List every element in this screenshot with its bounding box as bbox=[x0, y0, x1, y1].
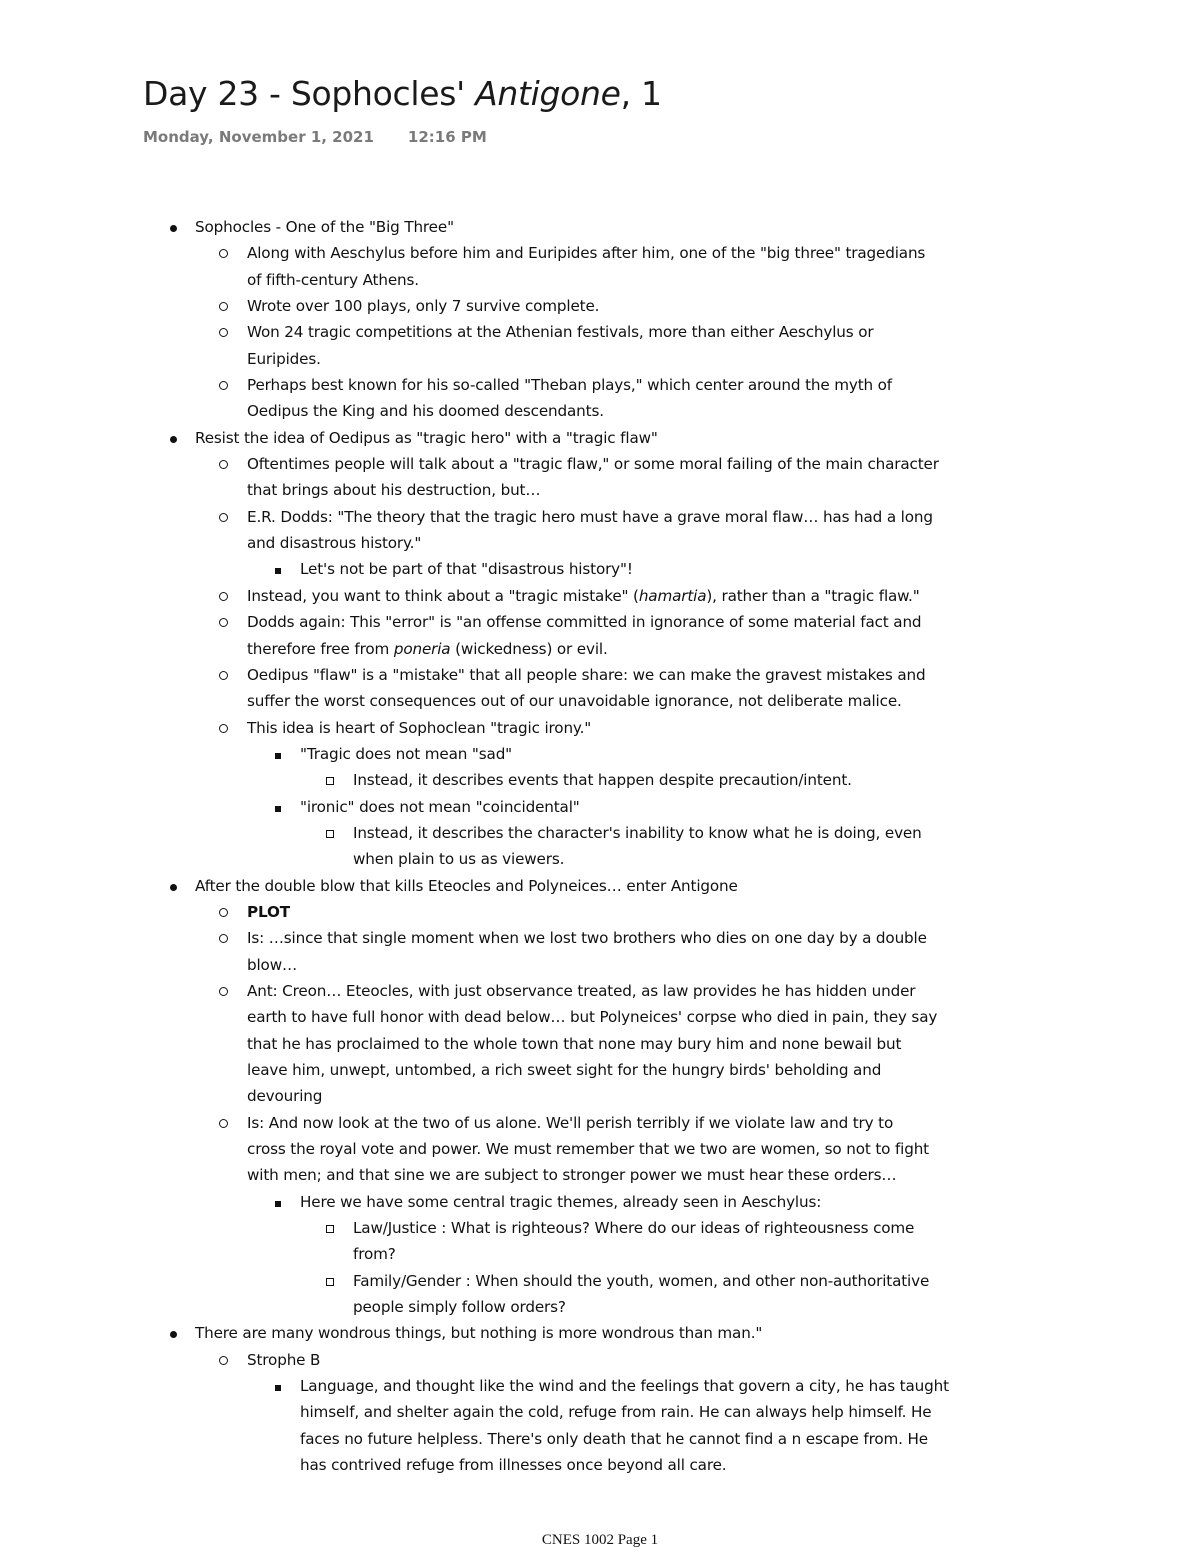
note-item-level-2 bbox=[0, 715, 1200, 741]
note-text: Law/Justice : What is righteous? Where do our ideas of righteousness come bbox=[353, 1219, 915, 1238]
bullet-hollow-square-icon bbox=[326, 767, 334, 793]
bullet-circle-icon bbox=[219, 504, 228, 530]
note-item-level-2 bbox=[0, 609, 1200, 635]
note-item-level-1 bbox=[0, 1320, 1200, 1346]
page-date: Monday, November 1, 2021 bbox=[143, 128, 374, 146]
bullet-dot-icon bbox=[170, 214, 177, 240]
note-text: Along with Aeschylus before him and Euripides after him, one of the "big three" tragedians bbox=[247, 244, 926, 263]
note-text: Let's not be part of that "disastrous history"! bbox=[300, 560, 633, 579]
page-meta bbox=[143, 128, 487, 146]
note-item-level-2 bbox=[0, 372, 1200, 398]
note-text: has contrived refuge from illnesses once beyond all care. bbox=[300, 1456, 727, 1475]
note-text: of fifth-century Athens. bbox=[247, 270, 419, 289]
note-item-level-4 bbox=[0, 767, 1200, 793]
note-line-continuation bbox=[0, 1136, 1200, 1162]
bullet-square-icon bbox=[275, 556, 281, 582]
note-line-continuation bbox=[0, 1031, 1200, 1057]
page-footer: CNES 1002 Page 1 bbox=[541, 1532, 659, 1548]
note-item-level-3 bbox=[0, 1189, 1200, 1215]
note-item-level-1 bbox=[0, 873, 1200, 899]
note-text: Strophe B bbox=[247, 1350, 321, 1369]
note-line-continuation bbox=[0, 1294, 1200, 1320]
note-line-continuation bbox=[0, 1241, 1200, 1267]
bullet-hollow-square-icon bbox=[326, 1215, 334, 1241]
note-line-continuation bbox=[0, 952, 1200, 978]
note-line-continuation bbox=[0, 1452, 1200, 1478]
note-text: with men; and that sine we are subject to stronger power we must hear these orders… bbox=[247, 1166, 897, 1185]
note-line-continuation bbox=[0, 267, 1200, 293]
note-line-continuation bbox=[0, 1083, 1200, 1109]
note-item-level-4 bbox=[0, 1215, 1200, 1241]
note-text: Wrote over 100 plays, only 7 survive complete. bbox=[247, 297, 600, 316]
note-text: himself, and shelter again the cold, refuge from rain. He can always help himself. He bbox=[300, 1403, 932, 1422]
note-text: Ant: Creon… Eteocles, with just observance treated, as law provides he has hidden under bbox=[247, 981, 916, 1000]
note-item-level-3 bbox=[0, 741, 1200, 767]
note-item-level-1 bbox=[0, 425, 1200, 451]
italic-term: hamartia bbox=[638, 586, 707, 605]
note-text: Is: …since that single moment when we lost two brothers who dies on one day by a double bbox=[247, 929, 927, 948]
note-line-continuation bbox=[0, 1004, 1200, 1030]
note-item-level-2 bbox=[0, 899, 1200, 925]
note-text: Is: And now look at the two of us alone. We'll perish terribly if we violate law and try to bbox=[247, 1113, 894, 1132]
note-text: that brings about his destruction, but… bbox=[247, 481, 541, 500]
note-text: leave him, unwept, untombed, a rich sweet sight for the hungry birds' beholding and bbox=[247, 1061, 882, 1079]
notes-outline bbox=[0, 214, 1200, 1479]
bullet-circle-icon bbox=[219, 583, 228, 609]
note-item-level-2 bbox=[0, 319, 1200, 345]
note-line-continuation bbox=[0, 1162, 1200, 1188]
bullet-circle-icon bbox=[219, 662, 228, 688]
bullet-circle-icon bbox=[219, 978, 228, 1004]
note-item-level-2 bbox=[0, 1110, 1200, 1136]
title-prefix: Day 23 - Sophocles' bbox=[143, 74, 476, 113]
note-text: Perhaps best known for his so-called "Theban plays," which center around the myth of bbox=[247, 376, 893, 395]
note-text: Dodds again: This "error" is "an offense committed in ignorance of some material fact and bbox=[247, 613, 922, 632]
italic-term: poneria bbox=[393, 639, 451, 658]
bullet-circle-icon bbox=[219, 451, 228, 477]
bullet-circle-icon bbox=[219, 925, 228, 951]
note-item-level-2 bbox=[0, 583, 1200, 609]
note-line-continuation bbox=[0, 846, 1200, 872]
bullet-circle-icon bbox=[219, 715, 228, 741]
note-text: Instead, you want to think about a "tragic mistake" (hamartia), rather than a "tragic flaw." bbox=[247, 586, 920, 605]
note-item-level-2 bbox=[0, 925, 1200, 951]
note-text: "Tragic does not mean "sad" bbox=[300, 744, 513, 763]
bullet-hollow-square-icon bbox=[326, 1268, 334, 1294]
note-item-level-3 bbox=[0, 556, 1200, 582]
note-text: Instead, it describes events that happen despite precaution/intent. bbox=[353, 771, 852, 790]
note-line-continuation bbox=[0, 477, 1200, 503]
note-text: Here we have some central tragic themes, already seen in Aeschylus: bbox=[300, 1192, 822, 1211]
page-title bbox=[143, 74, 662, 113]
bullet-square-icon bbox=[275, 741, 281, 767]
note-line-continuation bbox=[0, 346, 1200, 372]
bullet-dot-icon bbox=[170, 873, 177, 899]
note-line-continuation bbox=[0, 1057, 1200, 1083]
title-italic: Antigone bbox=[475, 74, 621, 113]
bullet-circle-icon bbox=[219, 899, 228, 925]
page-time: 12:16 PM bbox=[407, 128, 487, 146]
bullet-square-icon bbox=[275, 1373, 281, 1399]
note-item-level-2 bbox=[0, 1347, 1200, 1373]
note-text: Oedipus "flaw" is a "mistake" that all people share: we can make the gravest mistakes and bbox=[247, 665, 926, 684]
note-item-level-3 bbox=[0, 1373, 1200, 1399]
note-item-level-2 bbox=[0, 293, 1200, 319]
bullet-dot-icon bbox=[170, 425, 177, 451]
note-text: and disastrous history." bbox=[247, 534, 422, 553]
note-text: Euripides. bbox=[247, 349, 321, 368]
note-item-level-3 bbox=[0, 794, 1200, 820]
bullet-circle-icon bbox=[219, 1110, 228, 1136]
note-line-continuation bbox=[0, 636, 1200, 662]
note-text: Oedipus the King and his doomed descendants. bbox=[247, 402, 604, 421]
note-text: devouring bbox=[247, 1087, 323, 1106]
note-text: cross the royal vote and power. We must remember that we two are women, so not to fight bbox=[247, 1140, 929, 1159]
note-text: earth to have full honor with dead below… but Polyneices' corpse who died in pain, they say bbox=[247, 1008, 938, 1027]
note-text: that he has proclaimed to the whole town that none may bury him and none bewail but bbox=[247, 1034, 902, 1053]
bullet-circle-icon bbox=[219, 1347, 228, 1373]
note-text: E.R. Dodds: "The theory that the tragic hero must have a grave moral flaw… has had a long bbox=[247, 507, 933, 526]
note-item-level-4 bbox=[0, 820, 1200, 846]
note-item-level-2 bbox=[0, 451, 1200, 477]
note-item-level-2 bbox=[0, 662, 1200, 688]
note-text: when plain to us as viewers. bbox=[353, 850, 565, 869]
bullet-dot-icon bbox=[170, 1320, 177, 1346]
note-line-continuation bbox=[0, 1399, 1200, 1425]
note-text: therefore free from poneria (wickedness) or evil. bbox=[247, 639, 608, 658]
note-item-level-2 bbox=[0, 504, 1200, 530]
bullet-square-icon bbox=[275, 1189, 281, 1215]
note-line-continuation bbox=[0, 1426, 1200, 1452]
note-text: There are many wondrous things, but nothing is more wondrous than man." bbox=[195, 1324, 763, 1343]
note-text: Resist the idea of Oedipus as "tragic hero" with a "tragic flaw" bbox=[195, 428, 658, 447]
note-text: Instead, it describes the character's inability to know what he is doing, even bbox=[353, 823, 922, 842]
note-text: suffer the worst consequences out of our unavoidable ignorance, not deliberate malice. bbox=[247, 692, 902, 711]
note-text: "ironic" does not mean "coincidental" bbox=[300, 797, 580, 816]
bullet-hollow-square-icon bbox=[326, 820, 334, 846]
bullet-circle-icon bbox=[219, 372, 228, 398]
note-text: blow… bbox=[247, 955, 298, 974]
note-line-continuation bbox=[0, 398, 1200, 424]
note-text: faces no future helpless. There's only death that he cannot find a n escape from. He bbox=[300, 1429, 928, 1448]
note-line-continuation bbox=[0, 688, 1200, 714]
note-text: Language, and thought like the wind and the feelings that govern a city, he has taught bbox=[300, 1377, 949, 1396]
note-item-level-2 bbox=[0, 240, 1200, 266]
note-text: After the double blow that kills Eteocles and Polyneices… enter Antigone bbox=[195, 876, 738, 895]
note-item-level-4 bbox=[0, 1268, 1200, 1294]
note-line-continuation bbox=[0, 530, 1200, 556]
note-text: Sophocles - One of the "Big Three" bbox=[195, 218, 454, 236]
bullet-circle-icon bbox=[219, 240, 228, 266]
note-text: This idea is heart of Sophoclean "tragic irony." bbox=[247, 718, 592, 737]
bullet-circle-icon bbox=[219, 609, 228, 635]
note-text: PLOT bbox=[247, 902, 290, 921]
bullet-circle-icon bbox=[219, 319, 228, 345]
note-text: Oftentimes people will talk about a "tragic flaw," or some moral failing of the main character bbox=[247, 455, 939, 474]
note-item-level-1 bbox=[0, 214, 1200, 240]
title-suffix: , 1 bbox=[620, 74, 662, 113]
bullet-square-icon bbox=[275, 794, 281, 820]
note-text: from? bbox=[353, 1245, 396, 1264]
note-text: people simply follow orders? bbox=[353, 1298, 566, 1317]
bullet-circle-icon bbox=[219, 293, 228, 319]
note-item-level-2 bbox=[0, 978, 1200, 1004]
note-text: Won 24 tragic competitions at the Athenian festivals, more than either Aeschylus or bbox=[247, 323, 874, 342]
note-text: Family/Gender : When should the youth, women, and other non-authoritative bbox=[353, 1271, 930, 1290]
